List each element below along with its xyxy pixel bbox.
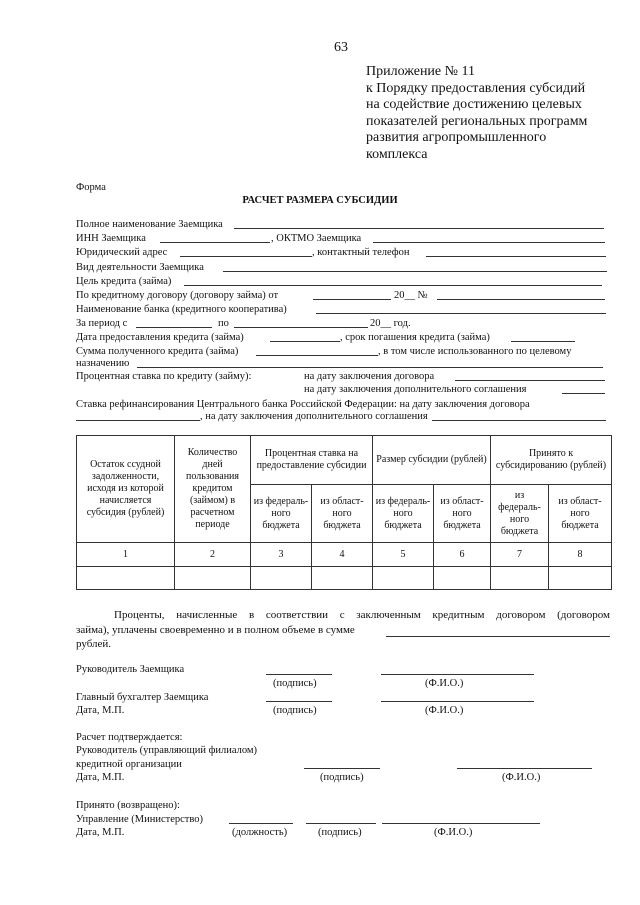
field-rate-date1: на дату заключения договора bbox=[304, 371, 435, 382]
blank-line bbox=[136, 327, 212, 328]
interest-paragraph-line1: Проценты, начисленные в соответствии с заключенным кредитным договором (договором bbox=[114, 609, 610, 621]
signature-line bbox=[229, 823, 293, 824]
table-empty-row bbox=[77, 567, 612, 590]
podpis-label: (подпись) bbox=[273, 705, 317, 716]
appendix-block bbox=[366, 64, 587, 163]
table-number-cell: 6 bbox=[434, 543, 491, 567]
blank-line bbox=[137, 367, 603, 368]
appendix-line: показателей региональных программ bbox=[366, 113, 588, 129]
table-cell bbox=[175, 567, 251, 590]
appendix-line: Приложение № 11 bbox=[366, 64, 475, 79]
table-cell bbox=[251, 567, 312, 590]
blank-line bbox=[426, 256, 606, 257]
blank-line bbox=[562, 393, 605, 394]
fio-label: (Ф.И.О.) bbox=[425, 678, 464, 689]
table-subheader-cell: из област-ного бюджета bbox=[434, 485, 491, 543]
blank-line bbox=[316, 313, 606, 314]
field-agreement-year: 20__ № bbox=[394, 290, 428, 301]
table-cell bbox=[549, 567, 612, 590]
table-number-cell: 5 bbox=[373, 543, 434, 567]
blank-line bbox=[180, 256, 312, 257]
field-inn bbox=[76, 232, 146, 245]
field-refinance: Ставка рефинансирования Центрального банка Российской Федерации: на дату заключения договора bbox=[76, 399, 530, 410]
table-number-cell: 8 bbox=[549, 543, 612, 567]
signature-line bbox=[457, 768, 592, 769]
head-borrower-label: Руководитель Заемщика bbox=[76, 664, 185, 675]
blank-line bbox=[432, 420, 606, 421]
signature-line bbox=[306, 823, 376, 824]
signature-line bbox=[266, 701, 332, 702]
appendix-line: комплекса bbox=[366, 146, 428, 162]
confirmed-label: Расчет подтверждается: bbox=[76, 732, 183, 743]
table-header-cell: Процентная ставка на предоставление субсидии bbox=[251, 436, 373, 485]
date-mp-label: Дата, М.П. bbox=[76, 772, 125, 783]
table-subheader-cell: из федераль-ного бюджета bbox=[373, 485, 434, 543]
field-rate: Процентная ставка по кредиту (займу): bbox=[76, 371, 252, 382]
branch-head-label: Руководитель (управляющий филиалом) bbox=[76, 745, 258, 756]
ministry-label: Управление (Министерство) bbox=[76, 814, 204, 825]
blank-line bbox=[386, 636, 610, 637]
podpis-label: (подпись) bbox=[320, 772, 364, 783]
blank-line bbox=[160, 242, 270, 243]
field-label: Полное наименование Заемщика bbox=[76, 219, 223, 230]
chief-accountant-label: Главный бухгалтер Заемщика bbox=[76, 692, 209, 703]
table-number-row bbox=[77, 543, 612, 567]
table-header-cell: Принято к субсидированию (рублей) bbox=[491, 436, 612, 485]
appendix-line: к Порядку предоставления субсидий bbox=[366, 80, 586, 96]
blank-line bbox=[234, 327, 368, 328]
table-subheader-cell: из област-ного бюджета bbox=[312, 485, 373, 543]
blank-line bbox=[223, 271, 607, 272]
field-sum-purpose: назначению bbox=[76, 358, 130, 369]
blank-line bbox=[313, 299, 391, 300]
field-rate-date2: на дату заключения дополнительного соглашения bbox=[304, 384, 527, 395]
blank-line bbox=[437, 299, 605, 300]
field-full-name bbox=[76, 218, 223, 231]
field-purpose: Цель кредита (займа) bbox=[76, 276, 172, 287]
interest-paragraph-line3: рублей. bbox=[76, 638, 112, 650]
field-period-year: 20__ год. bbox=[370, 318, 411, 329]
date-mp-label: Дата, М.П. bbox=[76, 705, 125, 716]
podpis-label: (подпись) bbox=[318, 827, 362, 838]
appendix-line: развития агропромышленного bbox=[366, 130, 547, 145]
interest-paragraph-line2: займа), уплачены своевременно и в полном объеме в сумме bbox=[76, 624, 355, 636]
field-phone: , контактный телефон bbox=[312, 247, 410, 258]
signature-line bbox=[304, 768, 380, 769]
table-header-cell: Количество дней пользования кредитом (займом) в расчетном периоде bbox=[175, 436, 251, 543]
blank-line bbox=[184, 285, 602, 286]
page-number: 63 bbox=[334, 40, 348, 55]
signature-line bbox=[381, 701, 534, 702]
table-header-cell: Остаток ссудной задолженности, исходя из которой начисляется субсидия (рублей) bbox=[77, 436, 175, 543]
fio-label: (Ф.И.О.) bbox=[434, 827, 473, 838]
field-activity: Вид деятельности Заемщика bbox=[76, 262, 204, 273]
table-subheader-cell: из област-ного бюджета bbox=[549, 485, 612, 543]
table-cell bbox=[77, 567, 175, 590]
blank-line bbox=[234, 228, 604, 229]
table-cell bbox=[312, 567, 373, 590]
field-period-to: по bbox=[218, 318, 229, 329]
table-number-cell: 1 bbox=[77, 543, 175, 567]
field-credit-date: Дата предоставления кредита (займа) bbox=[76, 332, 244, 343]
accepted-label: Принято (возвращено): bbox=[76, 800, 180, 811]
field-agreement: По кредитному договору (договору займа) от bbox=[76, 290, 279, 301]
subsidy-table bbox=[76, 435, 612, 590]
field-address: Юридический адрес bbox=[76, 247, 168, 258]
table-header-cell: Размер субсидии (рублей) bbox=[373, 436, 491, 485]
table-subheader-cell: из федераль-ного бюджета bbox=[491, 485, 549, 543]
field-repay-date: , срок погашения кредита (займа) bbox=[340, 332, 490, 343]
field-oktmo: , ОКТМО Заемщика bbox=[271, 233, 362, 244]
table-header-row bbox=[77, 436, 612, 485]
podpis-label: (подпись) bbox=[273, 678, 317, 689]
credit-org-label: кредитной организации bbox=[76, 759, 182, 770]
fio-label: (Ф.И.О.) bbox=[502, 772, 541, 783]
field-label: ИНН Заемщика bbox=[76, 233, 146, 244]
fio-label: (Ф.И.О.) bbox=[425, 705, 464, 716]
table-number-cell: 2 bbox=[175, 543, 251, 567]
table-number-cell: 7 bbox=[491, 543, 549, 567]
signature-line bbox=[266, 674, 332, 675]
position-label: (должность) bbox=[232, 827, 288, 838]
table-cell bbox=[373, 567, 434, 590]
appendix-line: на содействие достижению целевых bbox=[366, 97, 582, 112]
signature-line bbox=[382, 823, 540, 824]
table-number-cell: 3 bbox=[251, 543, 312, 567]
field-refinance-2: , на дату заключения дополнительного соглашения bbox=[200, 411, 428, 422]
table-cell bbox=[491, 567, 549, 590]
field-sum-target: , в том числе использованного по целевому bbox=[378, 346, 572, 357]
table-subheader-cell: из федераль-ного бюджета bbox=[251, 485, 312, 543]
blank-line bbox=[256, 355, 378, 356]
field-sum: Сумма полученного кредита (займа) bbox=[76, 346, 239, 357]
date-mp-label: Дата, М.П. bbox=[76, 827, 125, 838]
table-number-cell: 4 bbox=[312, 543, 373, 567]
blank-line bbox=[455, 380, 605, 381]
blank-line bbox=[76, 420, 200, 421]
signature-line bbox=[381, 674, 534, 675]
form-label: Форма bbox=[76, 182, 106, 193]
field-bank: Наименование банка (кредитного кооператива) bbox=[76, 304, 287, 315]
field-period-from: За период с bbox=[76, 318, 128, 329]
blank-line bbox=[270, 341, 340, 342]
table-cell bbox=[434, 567, 491, 590]
blank-line bbox=[373, 242, 605, 243]
document-title: РАСЧЕТ РАЗМЕРА СУБСИДИИ bbox=[242, 195, 398, 206]
blank-line bbox=[511, 341, 575, 342]
